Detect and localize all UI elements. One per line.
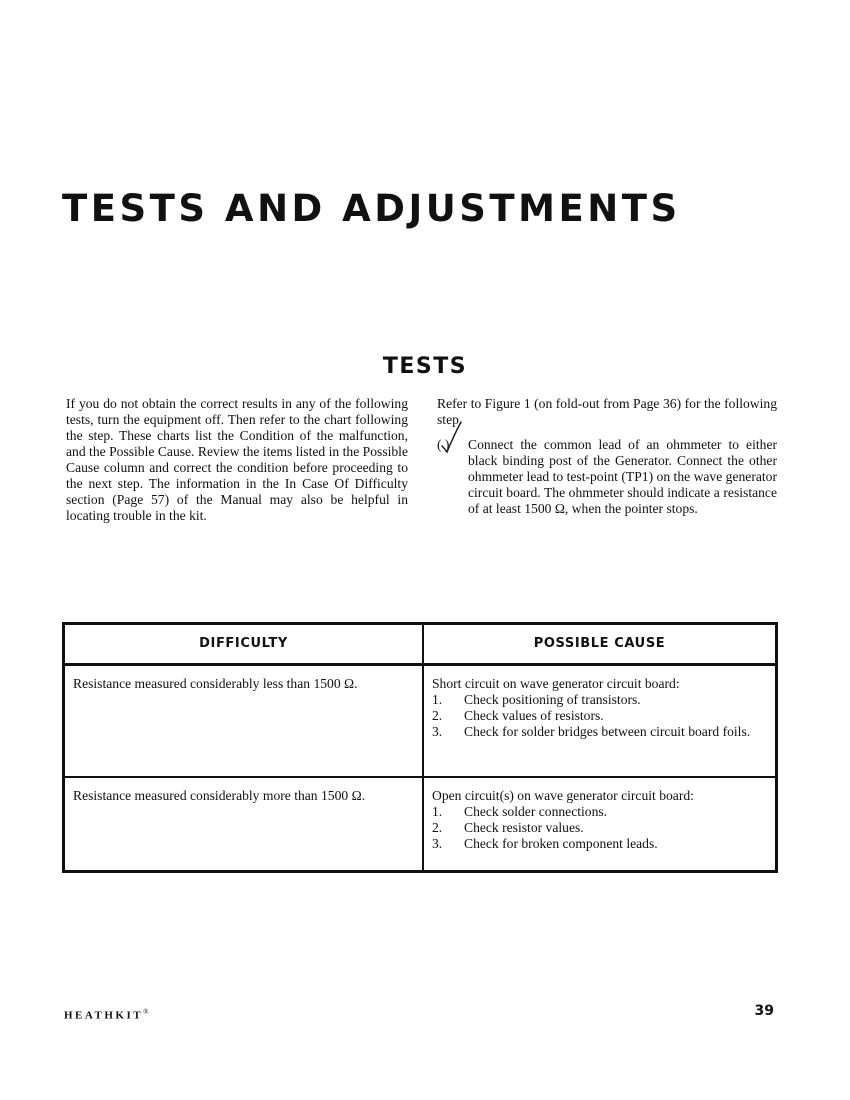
heathkit-logo <box>64 1005 148 1023</box>
cause-number: 2. <box>432 708 443 723</box>
page-title: TESTS AND ADJUSTMENTS <box>62 187 681 230</box>
registered-mark: ® <box>143 1008 149 1016</box>
section-title <box>0 352 850 382</box>
cause-item <box>432 804 768 820</box>
cause-text: Check positioning of transistors. <box>464 692 641 707</box>
cause-number: 2. <box>432 820 443 835</box>
cause-cell <box>423 665 777 778</box>
header-difficulty: DIFFICULTY <box>64 624 424 665</box>
cause-number: 1. <box>432 804 443 819</box>
step-text: Connect the common lead of an ohmmeter to either black binding post of the Generator. Connect the other ohmmeter lead to test-point (TP1) on the wave generator circuit board. The ohmmeter should indicate a resistance of at least 1500 Ω, when the pointer stops. <box>468 437 777 516</box>
cause-item <box>432 820 768 836</box>
difficulty-cell: Resistance measured considerably more than 1500 Ω. <box>64 777 424 872</box>
cause-list <box>432 804 768 852</box>
chart-header-row <box>64 624 777 665</box>
cause-list <box>432 692 768 740</box>
test-step <box>437 437 777 517</box>
handwritten-check-icon <box>440 421 466 455</box>
cause-item <box>432 708 768 724</box>
figure-reference-paragraph: Refer to Figure 1 (on fold-out from Page 36) for the following step. <box>437 396 777 427</box>
checkbox-brackets: ( ) <box>437 437 450 452</box>
cause-number: 3. <box>432 724 443 739</box>
cause-cell <box>423 777 777 872</box>
cause-item <box>432 724 768 740</box>
header-possible-cause: POSSIBLE CAUSE <box>423 624 777 665</box>
cause-text: Check resistor values. <box>464 820 584 835</box>
cause-text: Check for solder bridges between circuit board foils. <box>464 724 751 739</box>
troubleshooting-chart <box>62 622 778 873</box>
intro-left-column <box>66 396 408 524</box>
chart-row <box>64 777 777 872</box>
page-number: 39 <box>754 1003 774 1019</box>
cause-text: Check values of resistors. <box>464 708 604 723</box>
difficulty-cell: Resistance measured considerably less than 1500 Ω. <box>64 665 424 778</box>
intro-right-column <box>437 396 777 517</box>
section-title-text: TESTS <box>382 354 468 379</box>
cause-heading: Short circuit on wave generator circuit board: <box>432 676 680 691</box>
cause-number: 3. <box>432 836 443 851</box>
cause-text: Check for broken component leads. <box>464 836 658 851</box>
intro-paragraph: If you do not obtain the correct results in any of the following tests, turn the equipment off. Then refer to the chart following the step. These charts list the Condition of the malfunction, and the Possible Cause. Review the items listed in the Possible Cause column and correct the condition before proceeding to the next step. The information in the In Case Of Difficulty section (Page 57) of the Manual may also be helpful in locating trouble in the kit. <box>66 396 408 523</box>
step-checkbox[interactable] <box>437 437 449 453</box>
cause-text: Check solder connections. <box>464 804 608 819</box>
cause-item <box>432 836 768 852</box>
brand-name: HEATHKIT <box>64 1009 144 1022</box>
chart-row <box>64 665 777 778</box>
cause-number: 1. <box>432 692 443 707</box>
cause-item <box>432 692 768 708</box>
cause-heading: Open circuit(s) on wave generator circuit board: <box>432 788 694 803</box>
